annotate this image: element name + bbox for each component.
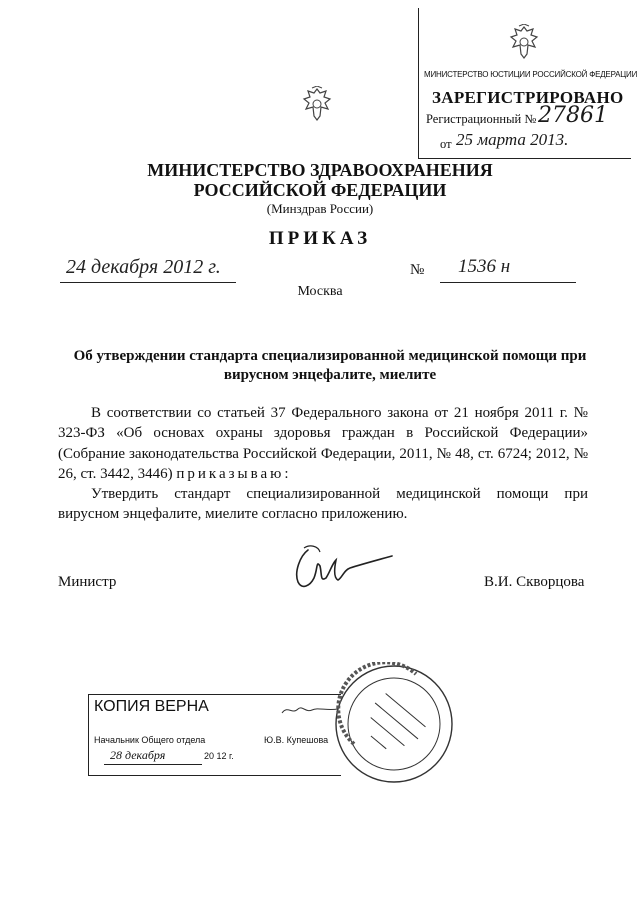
ministry-name-line1: МИНИСТЕРСТВО ЗДРАВООХРАНЕНИЯ xyxy=(147,160,493,180)
order-number: 1536 н xyxy=(458,256,511,277)
copy-certified-title: КОПИЯ ВЕРНА xyxy=(94,698,209,715)
body-paragraph-2: Утвердить стандарт специализированной медицинской помощи при вирусном энцефалите, миелите согласно приложению. xyxy=(58,486,588,523)
registration-number-label: Регистрационный № xyxy=(426,112,537,126)
copy-officer-name: Ю.В. Купешова xyxy=(264,735,329,745)
ministry-name-line2: РОССИЙСКОЙ ФЕДЕРАЦИИ xyxy=(193,180,447,200)
signatory-name: В.И. Скворцова xyxy=(484,574,585,590)
copy-initials-signature xyxy=(280,703,340,717)
body-paragraph-1-text: В соответствии со статьей 37 Федерального закона от 21 ноября 2011 г. № 323-ФЗ «Об основах охраны здоровья граждан в Российской Федерации» (Собрание законодательства Российской Федерации, 2011, № 48, ст. 6724; 2012, № 26, ст. 3442, 3446) xyxy=(58,405,588,482)
copy-head-label: Начальник Общего отдела xyxy=(94,735,206,745)
ministry-short-name: (Минздрав России) xyxy=(266,201,374,216)
document-type: ПРИКАЗ xyxy=(268,228,372,249)
registration-ministry: МИНИСТЕРСТВО ЮСТИЦИИ РОССИЙСКОЙ ФЕДЕРАЦИИ xyxy=(424,70,638,79)
order-date: 24 декабря 2012 г. xyxy=(66,256,221,278)
handwritten-signature xyxy=(280,538,410,598)
registration-status: ЗАРЕГИСТРИРОВАНО xyxy=(432,88,624,107)
order-number-label: № xyxy=(410,262,425,278)
copy-date: 28 декабря xyxy=(110,748,166,762)
coat-of-arms-icon xyxy=(507,24,541,62)
copy-date-underline xyxy=(104,764,202,765)
registration-date: 25 марта 2013. xyxy=(456,130,569,149)
body-paragraph-1 xyxy=(58,403,588,484)
registration-number: 27861 xyxy=(538,103,608,128)
body-orders-word: приказываю: xyxy=(176,465,292,482)
ministry-emblem-icon xyxy=(300,86,334,124)
date-underline xyxy=(60,282,236,283)
number-underline xyxy=(440,282,576,283)
registration-date-label: от xyxy=(440,137,452,151)
signatory-position: Министр xyxy=(58,574,117,590)
department-round-stamp xyxy=(332,662,456,786)
copy-year: 20 12 г. xyxy=(204,751,234,761)
order-city: Москва xyxy=(297,284,343,299)
document-title: Об утверждении стандарта специализированной медицинской помощи при вирусном энцефалите, миелите xyxy=(73,348,587,383)
document-body xyxy=(58,403,588,525)
